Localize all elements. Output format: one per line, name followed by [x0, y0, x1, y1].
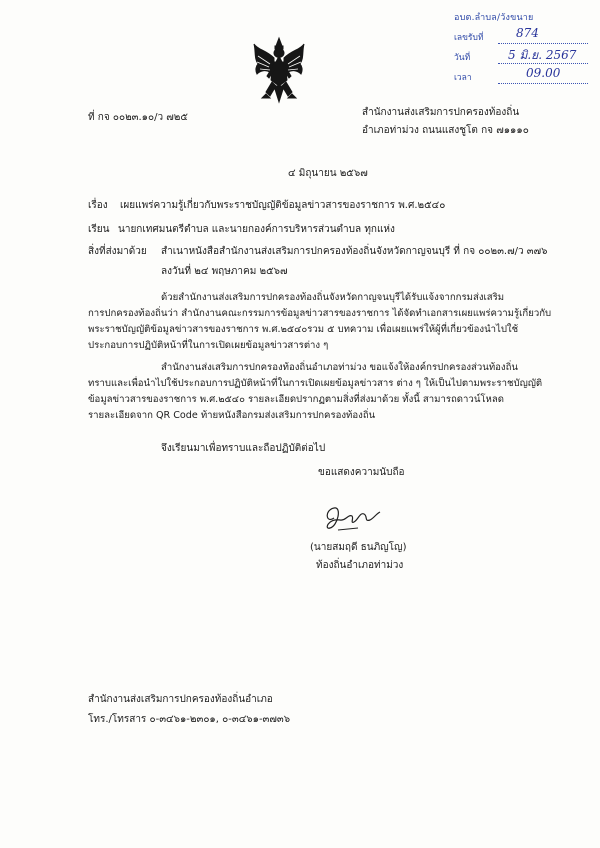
stamp-date-row — [452, 48, 590, 66]
stamp-receipt-row — [452, 28, 590, 46]
paragraph-line: ด้วยสำนักงานส่งเสริมการปกครองท้องถิ่นจังหวัดกาญจนบุรีได้รับแจ้งจากกรมส่งเสริม — [161, 292, 505, 303]
stamp-date: 5 มิ.ย. 2567 — [508, 48, 577, 62]
regards-text: ขอแสดงความนับถือ — [318, 467, 405, 478]
paragraph-line: พระราชบัญญัติข้อมูลข่าวสารของราชการ พ.ศ.๒๕๔๐รวม ๕ บทความ เพื่อเผยแพร่ให้ผู้ที่เกี่ยวข้องนำไปใช้ — [88, 324, 519, 335]
garuda-emblem-icon — [252, 36, 306, 104]
stamp-time-row — [452, 68, 590, 86]
footer-office: สำนักงานส่งเสริมการปกครองท้องถิ่นอำเภอ — [88, 694, 273, 705]
stamp-time-label: เวลา — [454, 73, 472, 83]
paragraph-line: ประกอบการปฏิบัติหน้าที่ในการเปิดเผยข้อมูลข่าวสารต่าง ๆ — [88, 340, 329, 351]
signatory-name: (นายสมฤดี ธนภิญโญ) — [310, 542, 407, 553]
document-date: ๔ มิถุนายน ๒๕๖๗ — [288, 168, 368, 179]
document-number: ที่ กจ ๐๐๒๓.๑๐/ว ๗๒๕ — [88, 112, 188, 123]
signatory-position: ท้องถิ่นอำเภอท่าม่วง — [316, 560, 404, 571]
stamp-receipt-label: เลขรับที่ — [454, 33, 484, 43]
paragraph-line: รายละเอียดจาก QR Code ท้ายหนังสือกรมส่งเสริมการปกครองท้องถิ่น — [88, 410, 376, 421]
to-text: นายกเทศมนตรีตำบล และนายกองค์การบริหารส่วนตำบล ทุกแห่ง — [118, 224, 395, 235]
signature-icon — [318, 500, 382, 534]
enclosure-label: สิ่งที่ส่งมาด้วย — [88, 246, 147, 257]
office-address-line1: สำนักงานส่งเสริมการปกครองท้องถิ่น — [362, 107, 520, 118]
paragraph-line: สำนักงานส่งเสริมการปกครองท้องถิ่นอำเภอท่าม่วง ขอแจ้งให้องค์กรปกครองส่วนท้องถิ่น — [161, 362, 518, 373]
stamp-receipt-no: 874 — [516, 26, 539, 40]
paragraph-line: ทราบและเพื่อนำไปใช้ประกอบการปฏิบัติหน้าที่ในการเปิดเผยข้อมูลข่าวสาร ต่าง ๆ ให้เป็นไปตามพระราชบัญญัติ — [88, 378, 543, 389]
receipt-stamp — [452, 8, 590, 92]
office-address-line2: อำเภอท่าม่วง ถนนแสงชูโต กจ ๗๑๑๑๐ — [362, 125, 529, 136]
paragraph-line: ข้อมูลข่าวสารของราชการ พ.ศ.๒๕๔๐ รายละเอียดปรากฏตามสิ่งที่ส่งมาด้วย ทั้งนี้ สามารถดาวน์โหลด — [88, 394, 504, 405]
enclosure-line2: ลงวันที่ ๒๔ พฤษภาคม ๒๕๖๗ — [161, 266, 288, 277]
stamp-time: 09.00 — [526, 66, 561, 80]
enclosure-line1: สำเนาหนังสือสำนักงานส่งเสริมการปกครองท้องถิ่นจังหวัดกาญจนบุรี ที่ กจ ๐๐๒๓.๗/ว ๓๗๖ — [161, 246, 548, 257]
footer-phone: โทร./โทรสาร ๐-๓๔๖๑-๒๓๐๑, ๐-๓๔๖๑-๓๗๓๖ — [88, 714, 291, 725]
to-label: เรียน — [88, 224, 110, 235]
body-paragraph-1 — [88, 290, 558, 354]
subject-label: เรื่อง — [88, 200, 108, 211]
stamp-date-label: วันที่ — [454, 53, 471, 63]
subject-text: เผยแพร่ความรู้เกี่ยวกับพระราชบัญญัติข้อมูลข่าวสารของราชการ พ.ศ.๒๕๔๐ — [120, 200, 446, 211]
stamp-agency: อบต.ลำบล/วังขนาย — [454, 13, 534, 23]
paragraph-line: การปกครองท้องถิ่นว่า สำนักงานคณะกรรมการข้อมูลข่าวสารของราชการ ได้จัดทำเอกสารเผยแพร่ความรู้เกี่ยวกับ — [88, 308, 552, 319]
stamp-header — [452, 8, 590, 24]
closing-text: จึงเรียนมาเพื่อทราบและถือปฏิบัติต่อไป — [161, 443, 326, 454]
body-paragraph-2 — [88, 360, 558, 424]
